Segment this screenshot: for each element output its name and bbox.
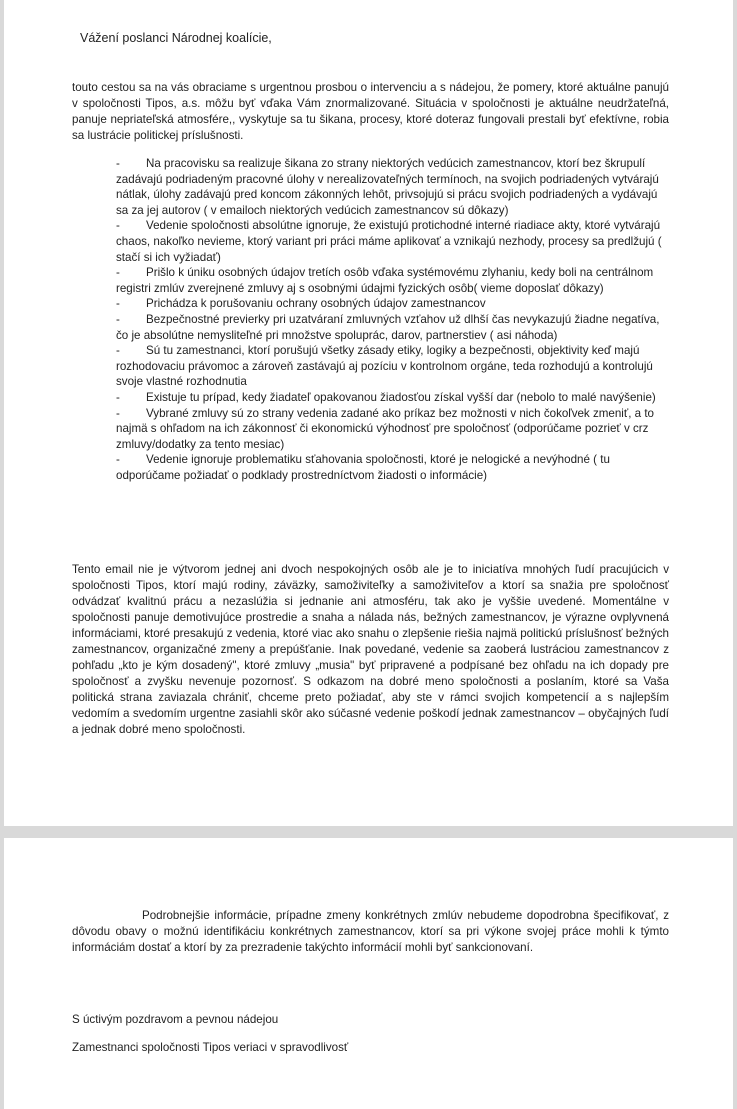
list-item: - Vedenie ignoruje problematiku sťahovania spoločnosti, ktoré je nelogické a nevýhodné ( tu odporúčame požiadať o podklady prostredníctvom žiadosti o informácie) [116,453,610,482]
bullet-marker: - [116,312,120,326]
bullet-marker: - [116,266,120,280]
salutation: Vážení poslanci Národnej koalície, [80,31,272,45]
list-item: - Na pracovisku sa realizuje šikana zo strany niektorých vedúcich zamestnancov, ktorí bez škrupulí zadávajú podriadeným pracovné úlohy v nerealizovateľných termínoch, na svojich podriadených vytvárajú nátlak, úlohy zadávajú pred koncom zákonných lehôt, privsojujú si prácu svojich podriadených a vydávajú sa za jej autorov ( v emailoch niektorých vedúcich zamestnancov sú dôkazy) [116,157,659,217]
complaint-list [116,156,669,483]
bullet-marker: - [116,390,120,404]
list-item: - Vedenie spoločnosti absolútne ignoruje, že existujú protichodné interné riadiace akty, ktoré vytvárajú chaos, nakoľko nevieme, ktorý variant pri práci máme aplikovať a vznikajú nezhody, procesy sa predlžujú ( stačí si ich vyžiadať) [116,219,662,264]
list-item: - Prišlo k úniku osobných údajov tretích osôb vďaka systémovému zlyhaniu, kedy boli na centrálnom registri zmlúv zverejnené zmluvy aj s osobnými údajmi fyzických osôb( vieme doposlať dôkazy) [116,266,654,295]
bullet-marker: - [116,453,120,467]
closing-paragraph: Podrobnejšie informácie, prípadne zmeny konkrétnych zmlúv nebudeme dopodrobna špecifikovať, z dôvodu obavy o možnú identifikáciu konkrétnych zamestnancov, ktorí sa pri výkone svojej práce mohli k týmto informáciám dostať a ktorí by za prezradenie takýchto informácií mohli byť sankcionovaní. [72,909,669,954]
bullet-marker: - [116,406,120,420]
signature-line: Zamestnanci spoločnosti Tipos veriaci v spravodlivosť [72,1041,349,1054]
bullet-marker: - [116,219,120,233]
list-item: - Bezpečnostné previerky pri uzatváraní zmluvných vzťahov už dlhší čas nevykazujú žiadne negatíva, čo je absolútne nemysliteľné pri množstve spoluprác, darov, partnerstiev ( asi náhoda) [116,312,660,342]
list-item: - Prichádza k porušovaniu ochrany osobných údajov zamestnancov [116,297,486,311]
list-item: - Existuje tu prípad, kedy žiadateľ opakovanou žiadosťou získal vyšší dar (nebolo to malé navýšenie) [116,390,656,404]
list-item: - Sú tu zamestnanci, ktorí porušujú všetky zásady etiky, logiky a bezpečnosti, objektivity keď majú rozhodovaciu právomoc a zároveň zastávajú aj pozíciu v kontrolnom orgáne, teda rozhodujú a kontrolujú svoje vlastné rozhodnutia [116,344,653,389]
intro-paragraph: touto cestou sa na vás obraciame s urgentnou prosbou o intervenciu a s nádejou, že pomery, ktoré aktuálne panujú v spoločnosti Tipos, a.s. môžu byť vďaka Vám znormalizované. Situácia v spoločnosti je aktuálne neudržateľná, panuje nepriateľská atmosfére,, vyskytuje sa tu šikana, procesy, ktoré doteraz fungovali prestali byť efektívne, robia sa lustrácie politickej príslušnosti. [72,81,669,142]
regards-line: S úctivým pozdravom a pevnou nádejou [72,1013,279,1026]
letter-page-1 [4,0,733,826]
body-paragraph: Tento email nie je výtvorom jednej ani dvoch nespokojných osôb ale je to iniciatíva mnohých ľudí pracujúcich v spoločnosti Tipos, ktorí majú rodiny, záväzky, samoživiteľky a samoživiteľov a ktorí sa snažia pre spoločnosť odvádzať kvalitnú prácu a nezaslúžia si jednanie ani atmosféru, tak ako je vyššie uvedené. Momentálne v spoločnosti panuje demotivujúce prostredie a snaha a nálada nás, bežných zamestnancov, je výrazne ovplyvnená informáciami, ktoré presakujú z vedenia, ktoré viac ako snahu o zlepšenie riešia najmä politickú príslušnosť bežných zamestnancov, organizačné zmeny a prepúšťanie. Inak povedané, vedenie sa zaoberá lustráciou zamestnancov z pohľadu „kto je kým dosadený", ktoré zmluvy „musia" byť pripravené a podpísané bez ohľadu na ich dopady pre spoločnosť a zvyšku nevenuje pozornosť. S odkazom na dobré meno spoločnosti a poslaním, ktoré sa Vaša politická strana zaviazala chrániť, chceme preto požiadať, aby ste v rámci svojich kompetencií a s najlepším vedomím a svedomím urgentne zasiahli skôr ako súčasné vedenie poškodí jednak zamestnancov – obyčajných ľudí a jednak dobré meno spoločnosti. [72,563,669,736]
bullet-marker: - [116,297,120,311]
list-item: - Vybrané zmluvy sú zo strany vedenia zadané ako príkaz bez možnosti v nich čokoľvek zmeniť, a to najmä s ohľadom na ich zákonnosť či ekonomickú výhodnosť pre spoločnosť (odporúčame pozrieť v crz zmluvy/dodatky za tento mesiac) [116,406,655,451]
bullet-marker: - [116,157,120,170]
letter-page-2 [4,838,733,1109]
bullet-marker: - [116,344,120,358]
